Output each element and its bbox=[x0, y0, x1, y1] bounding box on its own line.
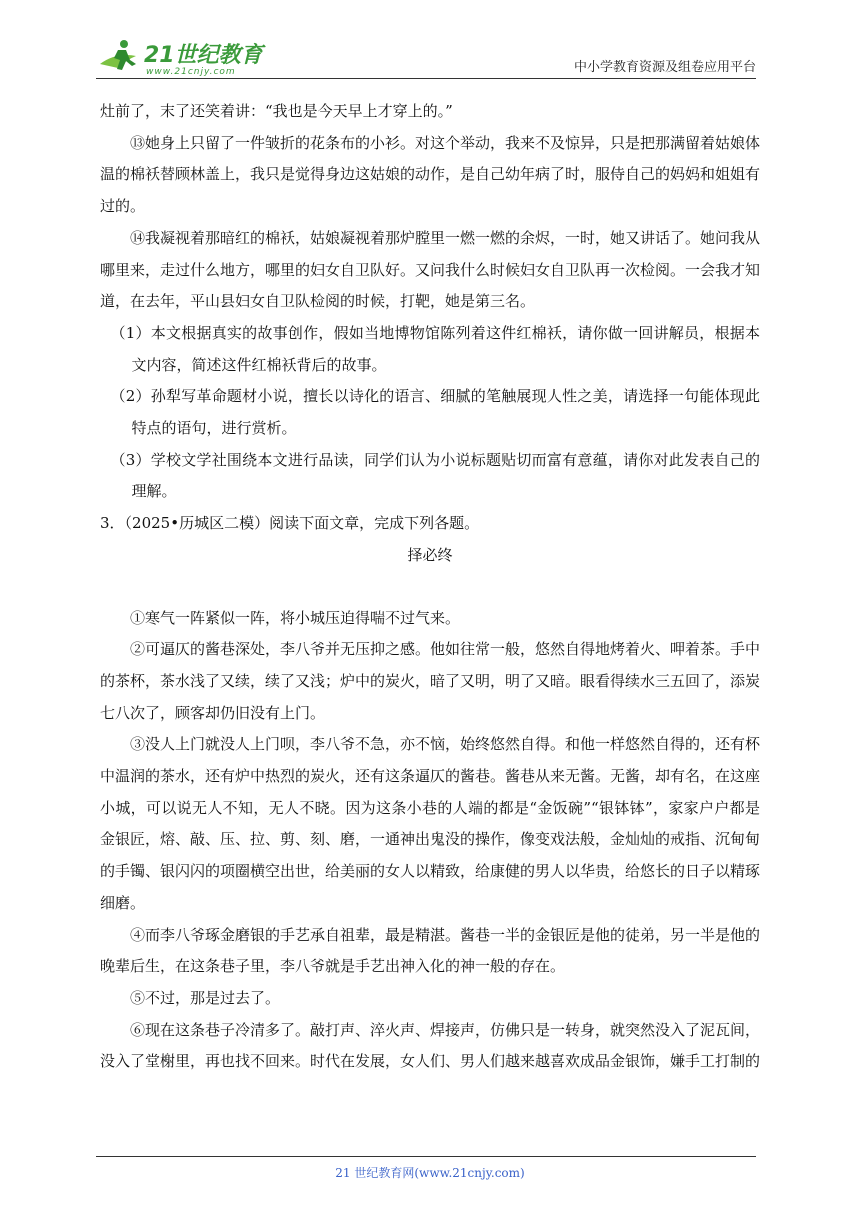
svg-text:www.21cnjy.com: www.21cnjy.com bbox=[146, 67, 236, 77]
paragraph-13: ⑬她身上只留了一件皱折的花条布的小衫。对这个举动，我来不及惊异，只是把那满留着姑娘体温的棉袄替顾林盖上，我只是觉得身边这姑娘的动作，是自己幼年病了时，服侍自己的妈妈和姐姐有过的。 bbox=[100, 133, 761, 216]
platform-name: 中小学教育资源及组卷应用平台 bbox=[573, 60, 756, 75]
article-paragraph-2: ②可逼仄的酱巷深处，李八爷并无压抑之感。他如往常一般，悠然自得地烤着火、呷着茶。手中的茶杯，茶水浅了又续，续了又浅；炉中的炭火，暗了又明，明了又暗。眼看得续水三五回了，添炭七八次了，顾客却仍旧没有上门。 bbox=[100, 640, 761, 722]
paragraph-14: ⑭我凝视着那暗红的棉袄，姑娘凝视着那炉膛里一燃一燃的余烬，一时，她又讲话了。她问我从哪里来，走过什么地方，哪里的妇女自卫队好。又问我什么时候妇女自卫队再一次检阅。一会我才知道，在去年，平山县妇女自卫队检阅的时候，打靶，她是第三名。 bbox=[100, 228, 761, 311]
paragraph-continued: 灶前了，末了还笑着讲：“我也是今天早上才穿上的。” bbox=[100, 102, 453, 120]
footer-text: 21 世纪教育网(www.21cnjy.com) bbox=[335, 1166, 525, 1180]
article-paragraph-4: ④而李八爷琢金磨银的手艺承自祖辈，最是精湛。酱巷一半的金银匠是他的徒弟，另一半是他的晚辈后生，在这条巷子里，李八爷就是手艺出神入化的神一般的存在。 bbox=[100, 925, 761, 976]
article-paragraph-6: ⑥现在这条巷子冷清多了。敲打声、淬火声、焊接声，仿佛只是一转身，就突然没入了泥瓦间，没入了堂榭里，再也找不回来。时代在发展，女人们、男人们越来越喜欢成品金银饰，嫌手工打制的 bbox=[100, 1020, 761, 1071]
document-body bbox=[100, 96, 760, 1078]
logo-icon bbox=[96, 34, 266, 78]
svg-text:21世纪教育: 21世纪教育 bbox=[144, 43, 263, 68]
question-1: （1）本文根据真实的故事创作，假如当地博物馆陈列着这件红棉袄，请你做一回讲解员，根据本文内容，简述这件红棉袄背后的故事。 bbox=[110, 323, 760, 374]
item-3-heading: 3．（2025•历城区二模）阅读下面文章，完成下列各题。 bbox=[100, 514, 480, 533]
article-title: 择必终 bbox=[407, 545, 453, 564]
article-paragraph-1: ①寒气一阵紧似一阵，将小城压迫得喘不过气来。 bbox=[130, 608, 461, 627]
article-paragraph-5: ⑤不过，那是过去了。 bbox=[130, 988, 281, 1007]
question-2: （2）孙犁写革命题材小说，擅长以诗化的语言、细腻的笔触展现人性之美，请选择一句能体现此特点的语句，进行赏析。 bbox=[110, 387, 760, 438]
page-header bbox=[96, 34, 756, 79]
question-3: （3）学校文学社围绕本文进行品读，同学们认为小说标题贴切而富有意蕴，请你对此发表自己的理解。 bbox=[110, 450, 760, 501]
article-paragraph-3: ③没人上门就没人上门呗，李八爷不急，亦不恼，始终悠然自得。和他一样悠然自得的，还有杯中温润的茶水，还有炉中热烈的炭火，还有这条逼仄的酱巷。酱巷从来无酱。无酱，却有名，在这座小城，可以说无人不知，无人不晓。因为这条小巷的人端的都是“金饭碗”“银钵钵”，家家户户都是金银匠，熔、敲、压、拉、剪、刻、磨，一通神出鬼没的操作，像变戏法般，金灿灿的戒指、沉甸甸的手镯、银闪闪的项圈横空出世，给美丽的女人以精致，给康健的男人以华贵，给悠长的日子以精琢细磨。 bbox=[100, 735, 761, 912]
footer-divider bbox=[96, 1156, 756, 1157]
spacer bbox=[100, 572, 760, 603]
